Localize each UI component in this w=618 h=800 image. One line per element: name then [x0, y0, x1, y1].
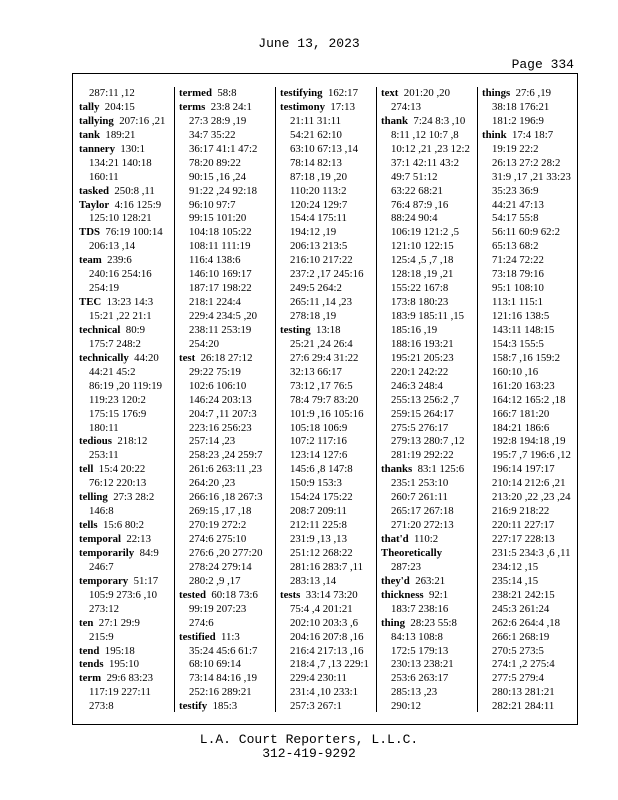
index-column-2	[174, 87, 275, 712]
index-entry: tannery 130:1	[79, 142, 145, 155]
index-term: technically	[79, 351, 129, 364]
index-term: things	[482, 87, 511, 99]
index-continuation: 290:12	[391, 700, 421, 712]
index-continuation: 56:11 60:9 62:2	[492, 226, 560, 239]
index-continuation: 218:1 224:4	[189, 296, 241, 309]
index-term: testified	[179, 630, 216, 643]
index-continuation: 146:24 203:13	[189, 393, 252, 406]
index-continuation: 125:4 ,5 ,7 ,18	[391, 254, 454, 267]
index-term: thickness	[381, 588, 424, 601]
index-continuation: 212:11 225:8	[290, 519, 347, 532]
index-continuation: 253:11	[89, 449, 119, 462]
index-continuation: 160:11	[89, 170, 119, 183]
index-continuation: 206:13 213:5	[290, 240, 348, 253]
index-continuation: 278:18 ,19	[290, 310, 337, 322]
index-continuation: 249:5 264:2	[290, 282, 342, 295]
index-continuation: 106:19 121:2 ,5	[391, 226, 460, 239]
index-continuation: 257:14 ,23	[189, 435, 236, 448]
index-continuation: 146:8	[89, 505, 114, 518]
index-continuation: 8:11 ,12 10:7 ,8	[391, 128, 459, 141]
index-continuation: 216:9 218:22	[492, 505, 550, 518]
index-continuation: 71:24 72:22	[492, 254, 544, 267]
index-entry: tested 60:18 73:6	[179, 588, 258, 601]
index-term: that'd	[381, 533, 409, 545]
index-term: tank	[79, 128, 101, 141]
index-continuation: 65:13 68:2	[492, 240, 539, 253]
index-continuation: 235:1 253:10	[391, 477, 449, 490]
index-continuation: 271:20 272:13	[391, 519, 454, 532]
index-entry: things 27:6 ,19	[482, 87, 552, 99]
index-continuation: 183:9 185:11 ,15	[391, 310, 465, 322]
index-term: testifying	[280, 87, 323, 99]
index-continuation: 206:13 ,14	[89, 240, 136, 253]
index-continuation: 27:6 29:4 31:22	[290, 351, 359, 364]
index-continuation: 91:22 ,24 92:18	[189, 184, 258, 197]
index-column-1	[75, 87, 175, 712]
index-continuation: 27:3 28:9 ,19	[189, 114, 247, 127]
index-continuation: 175:15 176:9	[89, 407, 147, 420]
index-continuation: 254:20	[189, 337, 219, 350]
index-continuation: 35:23 36:9	[492, 184, 539, 197]
index-continuation: 164:12 165:2 ,18	[492, 393, 566, 406]
index-continuation: 110:20 113:2	[290, 184, 347, 197]
index-term: termed	[179, 87, 212, 99]
index-continuation: 240:16 254:16	[89, 268, 152, 281]
index-term: TEC	[79, 296, 102, 309]
index-continuation: 204:16 207:8 ,16	[290, 630, 364, 643]
index-entry: terms 23:8 24:1	[179, 100, 252, 113]
index-entry: they'd 263:21	[381, 574, 446, 587]
index-column-4	[376, 87, 477, 712]
index-continuation: 282:21 284:11	[492, 700, 555, 712]
index-continuation: 234:12 ,15	[492, 560, 539, 573]
index-entry: testifying 162:17	[280, 87, 358, 99]
index-continuation: 38:18 176:21	[492, 100, 550, 113]
index-continuation: 223:16 256:23	[189, 421, 252, 434]
index-continuation: 160:10 ,16	[492, 365, 539, 378]
index-continuation: 108:11 111:19	[189, 240, 251, 253]
index-continuation: 231:5 234:3 ,6 ,11	[492, 546, 571, 559]
index-term: tallying	[79, 114, 114, 127]
index-entry: temporal 22:13	[79, 533, 151, 545]
index-frame	[72, 73, 578, 725]
index-continuation: 229:4 230:11	[290, 672, 347, 685]
index-continuation: 143:11 148:15	[492, 323, 555, 336]
index-term: thing	[381, 616, 406, 629]
index-continuation: 78:14 82:13	[290, 156, 342, 169]
index-continuation: 246:3 248:4	[391, 379, 443, 392]
index-continuation: 166:7 181:20	[492, 407, 550, 420]
index-continuation: 216:4 217:13 ,16	[290, 644, 364, 657]
index-continuation: 229:4 234:5 ,20	[189, 310, 258, 322]
index-entry: text 201:20 ,20	[381, 87, 450, 99]
index-entry: tells 15:6 80:2	[79, 519, 145, 532]
page-number: Page 334	[511, 57, 574, 72]
index-term: tends	[79, 658, 104, 671]
index-continuation: 216:10 217:22	[290, 254, 353, 267]
index-continuation: 208:7 209:11	[290, 505, 347, 518]
index-continuation: 235:14 ,15	[492, 574, 539, 587]
index-term: temporary	[79, 574, 129, 587]
index-continuation: 215:9	[89, 630, 114, 643]
index-entry: tests 33:14 73:20	[280, 588, 358, 601]
index-continuation: 276:6 ,20 277:20	[189, 546, 263, 559]
index-continuation: 281:19 292:22	[391, 449, 454, 462]
index-continuation: 73:12 ,17 76:5	[290, 379, 353, 392]
index-continuation: 285:13 ,23	[391, 686, 438, 699]
index-continuation: 230:13 238:21	[391, 658, 454, 671]
index-continuation: 283:13 ,14	[290, 574, 337, 587]
index-continuation: 128:18 ,19 ,21	[391, 268, 454, 281]
index-continuation: 87:18 ,19 ,20	[290, 170, 347, 183]
index-continuation: 15:21 ,22 21:1	[89, 310, 152, 322]
index-continuation: 105:18 106:9	[290, 421, 348, 434]
index-continuation: 238:21 242:15	[492, 588, 555, 601]
index-entry: temporarily 84:9	[79, 546, 159, 559]
index-continuation: 150:9 153:3	[290, 477, 342, 490]
index-entry: tends 195:10	[79, 658, 139, 671]
index-continuation: 278:24 279:14	[189, 560, 252, 573]
index-term: text	[381, 87, 399, 99]
index-continuation: 220:11 227:17	[492, 519, 555, 532]
index-entry: team 239:6	[79, 254, 132, 267]
index-term: terms	[179, 100, 206, 113]
index-continuation: 21:11 31:11	[290, 114, 342, 127]
index-entry: test 26:18 27:12	[179, 351, 253, 364]
index-continuation: 274:6	[189, 616, 214, 629]
index-continuation: 269:15 ,17 ,18	[189, 505, 252, 518]
index-continuation: 246:7	[89, 560, 114, 573]
index-continuation: 195:21 205:23	[391, 351, 454, 364]
index-continuation: 68:10 69:14	[189, 658, 241, 671]
index-continuation: 113:1 115:1	[492, 296, 544, 309]
index-term: tasked	[79, 184, 109, 197]
index-continuation: 238:11 253:19	[189, 323, 252, 336]
index-entry: ten 27:1 29:9	[79, 616, 140, 629]
index-continuation: 181:2 196:9	[492, 114, 544, 127]
index-continuation: 88:24 90:4	[391, 212, 438, 225]
index-entry: testing 13:18	[280, 323, 341, 336]
index-continuation: 134:21 140:18	[89, 156, 152, 169]
index-term: tend	[79, 644, 100, 657]
index-continuation: 34:7 35:22	[189, 128, 236, 141]
index-continuation: 258:23 ,24 259:7	[189, 449, 263, 462]
index-continuation: 117:19 227:11	[89, 686, 151, 699]
index-continuation: 37:1 42:11 43:2	[391, 156, 459, 169]
index-entry: telling 27:3 28:2	[79, 491, 155, 504]
index-continuation: 76:4 87:9 ,16	[391, 198, 449, 211]
index-continuation: 273:8	[89, 700, 114, 712]
index-continuation: 73:14 84:16 ,19	[189, 672, 258, 685]
index-continuation: 155:22 167:8	[391, 282, 449, 295]
index-continuation: 270:19 272:2	[189, 519, 247, 532]
index-continuation: 231:4 ,10 233:1	[290, 686, 359, 699]
index-continuation: 102:6 106:10	[189, 379, 247, 392]
index-continuation: 172:5 179:13	[391, 644, 449, 657]
index-entry: tallying 207:16 ,21	[79, 114, 166, 127]
index-continuation: 227:17 228:13	[492, 533, 555, 545]
index-entry: that'd 110:2	[381, 533, 439, 545]
index-continuation: 25:21 ,24 26:4	[290, 337, 353, 350]
index-continuation: 125:10 128:21	[89, 212, 152, 225]
index-term: tally	[79, 100, 100, 113]
index-continuation: 154:24 175:22	[290, 491, 353, 504]
index-continuation: 95:1 108:10	[492, 282, 544, 295]
index-entry: tank 189:21	[79, 128, 136, 141]
index-continuation: 75:4 ,4 201:21	[290, 602, 353, 615]
index-entry: technically 44:20	[79, 351, 159, 364]
index-continuation: 158:7 ,16 159:2	[492, 351, 561, 364]
index-entry: thanks 83:1 125:6	[381, 463, 465, 476]
index-continuation: 274:13	[391, 100, 421, 113]
index-term: think	[482, 128, 507, 141]
index-entry: think 17:4 18:7	[482, 128, 554, 141]
index-continuation: 218:4 ,7 ,13 229:1	[290, 658, 369, 671]
index-continuation: 274:6 275:10	[189, 533, 247, 545]
index-continuation: 44:21 47:13	[492, 198, 544, 211]
index-continuation: 180:11	[89, 421, 119, 434]
index-term: Taylor	[79, 198, 110, 211]
index-continuation: 10:12 ,21 ,23 12:2	[391, 142, 470, 155]
index-term: tell	[79, 463, 94, 476]
index-continuation: 192:8 194:18 ,19	[492, 435, 566, 448]
index-term: testing	[280, 323, 311, 336]
index-continuation: 107:2 117:16	[290, 435, 347, 448]
index-term: testify	[179, 700, 208, 712]
index-term: tells	[79, 519, 98, 532]
index-entry: TDS 76:19 100:14	[79, 226, 163, 239]
index-continuation: 173:8 180:23	[391, 296, 449, 309]
index-continuation: 36:17 41:1 47:2	[189, 142, 258, 155]
index-continuation: 196:14 197:17	[492, 463, 555, 476]
index-term: test	[179, 351, 196, 364]
index-entry: thickness 92:1	[381, 588, 449, 601]
index-entry: tend 195:18	[79, 644, 135, 657]
index-continuation: 29:22 75:19	[189, 365, 241, 378]
index-continuation: 220:1 242:22	[391, 365, 449, 378]
index-continuation: 120:24 129:7	[290, 198, 348, 211]
index-continuation: 101:9 ,16 105:16	[290, 407, 364, 420]
index-entry: tally 204:15	[79, 100, 135, 113]
index-continuation: 154:3 155:5	[492, 337, 544, 350]
index-continuation: 19:19 22:2	[492, 142, 539, 155]
index-continuation: 104:18 105:22	[189, 226, 252, 239]
index-continuation: 63:10 67:13 ,14	[290, 142, 359, 155]
index-continuation: 175:7 248:2	[89, 337, 141, 350]
index-continuation: 251:12 268:22	[290, 546, 353, 559]
index-continuation: 32:13 66:17	[290, 365, 342, 378]
index-entry: tell 15:4 20:22	[79, 463, 146, 476]
index-entry: temporary 51:17	[79, 574, 159, 587]
index-term: tedious	[79, 435, 112, 448]
index-entry: TEC 13:23 14:3	[79, 296, 154, 309]
index-column-5	[477, 87, 578, 712]
index-entry: Taylor 4:16 125:9	[79, 198, 162, 211]
index-continuation: 279:13 280:7 ,12	[391, 435, 465, 448]
index-continuation: 99:19 207:23	[189, 602, 247, 615]
index-term: thanks	[381, 463, 413, 476]
index-continuation: 253:6 263:17	[391, 672, 449, 685]
index-continuation: 259:15 264:17	[391, 407, 454, 420]
index-continuation: 257:3 267:1	[290, 700, 342, 712]
index-continuation: 84:13 108:8	[391, 630, 443, 643]
index-term: tests	[280, 588, 301, 601]
index-continuation: 121:10 122:15	[391, 240, 454, 253]
index-continuation: 237:2 ,17 245:16	[290, 268, 364, 281]
index-continuation: 63:22 68:21	[391, 184, 443, 197]
index-continuation: 261:6 263:11 ,23	[189, 463, 263, 476]
index-entry: tedious 218:12	[79, 435, 148, 448]
index-continuation: 86:19 ,20 119:19	[89, 379, 163, 392]
index-continuation: 26:13 27:2 28:2	[492, 156, 561, 169]
index-continuation: 161:20 163:23	[492, 379, 555, 392]
index-continuation: 145:6 ,8 147:8	[290, 463, 353, 476]
index-term: tested	[179, 588, 206, 601]
index-continuation: 266:16 ,18 267:3	[189, 491, 263, 504]
index-entry: testimony 17:13	[280, 100, 355, 113]
index-continuation: 185:16 ,19	[391, 323, 438, 336]
index-continuation: 280:13 281:21	[492, 686, 555, 699]
index-term: tannery	[79, 142, 115, 155]
index-continuation: 31:9 ,17 ,21 33:23	[492, 170, 571, 183]
index-term: ten	[79, 616, 94, 629]
index-continuation: 35:24 45:6 61:7	[189, 644, 258, 657]
index-continuation: 280:2 ,9 ,17	[189, 574, 241, 587]
index-continuation: 264:20 ,23	[189, 477, 236, 490]
index-term: temporarily	[79, 546, 135, 559]
index-continuation: 183:7 238:16	[391, 602, 449, 615]
index-continuation: 213:20 ,22 ,23 ,24	[492, 491, 571, 504]
index-continuation: 273:12	[89, 602, 119, 615]
index-continuation: 265:11 ,14 ,23	[290, 296, 352, 309]
index-continuation: 73:18 79:16	[492, 268, 544, 281]
index-continuation: 78:20 89:22	[189, 156, 241, 169]
index-continuation: 116:4 138:6	[189, 254, 241, 267]
index-continuation: 54:17 55:8	[492, 212, 539, 225]
index-continuation: 262:6 264:4 ,18	[492, 616, 561, 629]
index-continuation: 146:10 169:17	[189, 268, 252, 281]
index-entry: thank 7:24 8:3 ,10	[381, 114, 466, 127]
index-continuation: 194:12 ,19	[290, 226, 337, 239]
footer-company: L.A. Court Reporters, L.L.C.	[199, 732, 419, 747]
index-continuation: 187:17 198:22	[189, 282, 252, 295]
index-continuation: 210:14 212:6 ,21	[492, 477, 566, 490]
index-term: technical	[79, 323, 121, 336]
index-continuation: 204:7 ,11 207:3	[189, 407, 257, 420]
index-continuation: 195:7 ,7 196:6 ,12	[492, 449, 571, 462]
index-continuation: 119:23 120:2	[89, 393, 146, 406]
index-entry: technical 80:9	[79, 323, 145, 336]
index-continuation: 76:12 220:13	[89, 477, 147, 490]
index-term: temporal	[79, 533, 121, 545]
index-continuation: 255:13 256:2 ,7	[391, 393, 460, 406]
footer	[0, 733, 618, 761]
index-continuation: 265:17 267:18	[391, 505, 454, 518]
index-continuation: 202:10 203:3 ,6	[290, 616, 359, 629]
index-continuation: 78:4 79:7 83:20	[290, 393, 359, 406]
index-continuation: 245:3 261:24	[492, 602, 550, 615]
index-term: testimony	[280, 100, 325, 113]
index-entry: tasked 250:8 ,11	[79, 184, 155, 197]
index-entry: thing 28:23 55:8	[381, 616, 457, 629]
header-date: June 13, 2023	[258, 36, 360, 51]
index-continuation: 252:16 289:21	[189, 686, 252, 699]
index-term: thank	[381, 114, 409, 127]
index-continuation: 281:16 283:7 ,11	[290, 560, 364, 573]
index-entry: testified 11:3	[179, 630, 240, 643]
index-continuation: 54:21 62:10	[290, 128, 342, 141]
index-entry: termed 58:8	[179, 87, 237, 99]
index-entry: term 29:6 83:23	[79, 672, 154, 685]
index-term: Theoretically	[381, 546, 442, 559]
index-continuation: 287:23	[391, 560, 421, 573]
index-continuation: 123:14 127:6	[290, 449, 348, 462]
index-term: term	[79, 672, 102, 685]
index-continuation: 49:7 51:12	[391, 170, 438, 183]
index-continuation: 105:9 273:6 ,10	[89, 588, 158, 601]
index-continuation: 254:19	[89, 282, 119, 295]
index-continuation: 90:15 ,16 ,24	[189, 170, 246, 183]
index-continuation: 274:1 ,2 275:4	[492, 658, 555, 671]
index-column-3	[275, 87, 376, 712]
index-continuation: 266:1 268:19	[492, 630, 550, 643]
index-continuation: 287:11 ,12	[89, 87, 135, 99]
index-continuation: 44:21 45:2	[89, 365, 136, 378]
index-continuation: 121:16 138:5	[492, 310, 550, 322]
index-entry: testify 185:3	[179, 700, 238, 712]
index-continuation: 275:5 276:17	[391, 421, 449, 434]
index-continuation: 188:16 193:21	[391, 337, 454, 350]
index-entry	[377, 547, 477, 561]
index-continuation: 260:7 261:11	[391, 491, 448, 504]
index-continuation: 99:15 101:20	[189, 212, 247, 225]
index-term: TDS	[79, 226, 101, 239]
index-term: team	[79, 254, 102, 267]
index-term: they'd	[381, 574, 410, 587]
index-term: telling	[79, 491, 108, 504]
index-continuation: 96:10 97:7	[189, 198, 236, 211]
index-continuation: 270:5 273:5	[492, 644, 544, 657]
footer-phone: 312-419-9292	[262, 746, 356, 761]
index-continuation: 154:4 175:11	[290, 212, 347, 225]
index-continuation: 231:9 ,13 ,13	[290, 533, 347, 545]
index-continuation: 277:5 279:4	[492, 672, 544, 685]
index-continuation: 184:21 186:6	[492, 421, 550, 434]
